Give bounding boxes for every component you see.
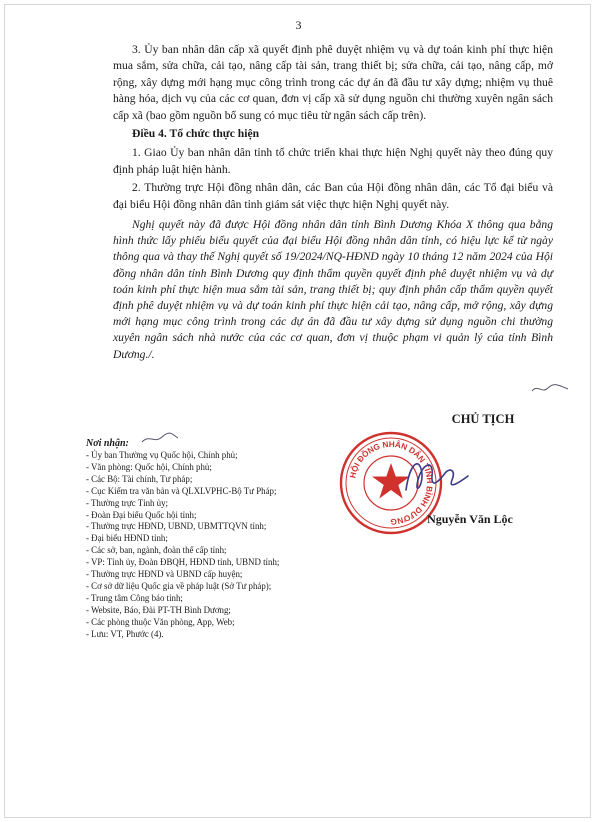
- handwritten-signature-icon: [400, 450, 472, 510]
- article-4-heading: Điều 4. Tổ chức thực hiện: [132, 127, 260, 141]
- initial-signature-icon: [140, 432, 180, 446]
- recipient-item: - Đoàn Đại biểu Quốc hội tỉnh;: [86, 509, 197, 520]
- recipients-block: [86, 437, 356, 641]
- signer-title: CHỦ TỊCH: [451, 412, 515, 426]
- seal-text: HỘI ĐỒNG NHÂN DÂN TỈNH BÌNH DƯƠNG: [348, 439, 435, 527]
- recipient-item: - Các Bộ: Tài chính, Tư pháp;: [86, 473, 193, 484]
- clause-3-paragraph: 3. Ủy ban nhân dân cấp xã quyết định phê duyệt nhiệm vụ và dự toán kinh phí thực hiện mua sắm, sửa chữa, cải tạo, nâng cấp tài sản, trang thiết bị; sửa chữa, cải tạo, nâng cấp, mở rộng, xây dựng mới hạng mục công trình trong các dự án đã đầu tư xây dựng; nhiệm vụ thuê hàng hóa, dịch vụ của các cơ quan, đơn vị cấp xã sử dụng nguồn chi thường xuyên ngân sách cấp xã (bao gồm nguồn bổ sung có mục tiêu từ ngân sách cấp trên).: [113, 43, 553, 122]
- recipient-item: - Các sở, ban, ngành, đoàn thể cấp tỉnh;: [86, 545, 227, 556]
- recipient-item: - VP: Tỉnh ủy, Đoàn ĐBQH, HĐND tỉnh, UBND tỉnh;: [86, 557, 280, 568]
- recipient-item: - Văn phòng: Quốc hội, Chính phủ;: [86, 461, 212, 472]
- page-number: 3: [295, 18, 302, 32]
- recipient-item: - Thường trực HĐND, UBND, UBMTTQVN tỉnh;: [86, 521, 267, 532]
- recipient-item: - Thường trực Tỉnh ủy;: [86, 497, 169, 508]
- recipient-item: - Cơ sở dữ liệu Quốc gia về pháp luật (Sở Tư pháp);: [86, 580, 272, 591]
- document-body: [113, 42, 553, 363]
- signer-name: Nguyễn Văn Lộc: [427, 512, 513, 526]
- recipient-item: - Ủy ban Thường vụ Quốc hội, Chính phủ;: [86, 450, 238, 460]
- recipient-item: - Trung tâm Công báo tỉnh;: [86, 592, 183, 603]
- recipients-title: Nơi nhận:: [86, 438, 129, 449]
- recipient-item: - Lưu: VT, Phước (4).: [86, 628, 164, 639]
- recipients-list: [86, 450, 356, 641]
- initial-mark-icon: [530, 382, 570, 396]
- recipient-item: - Thường trực HĐND và UBND cấp huyện;: [86, 569, 243, 580]
- recipient-item: - Website, Báo, Đài PT-TH Bình Dương;: [86, 604, 231, 615]
- closing-paragraph: Nghị quyết này đã được Hội đồng nhân dân tỉnh Bình Dương Khóa X thông qua bằng hình thức lấy phiếu biểu quyết của đại biểu Hội đồng nhân dân tỉnh, có hiệu lực kể từ ngày thông qua và thay thế Nghị quyết số 19/2024/NQ-HĐND ngày 10 tháng 12 năm 2024 của Hội đồng nhân dân tỉnh Bình Dương quy định thẩm quyền quyết định phê duyệt nhiệm vụ và dự toán kinh phí thực hiện mua sắm tài sản, trang thiết bị; quy định phân cấp thẩm quyền quyết định phê duyệt nhiệm vụ và dự toán kinh phí thực hiện cải tạo, nâng cấp, mở rộng, xây dựng mới hạng mục công trình trong các dự án đã đầu tư xây dựng sử dụng nguồn chi thường xuyên ngân sách nhà nước của các cơ quan, đơn vị thuộc phạm vi quản lý của tỉnh Bình Dương./.: [113, 218, 553, 361]
- recipient-item: - Các phòng thuộc Văn phòng, App, Web;: [86, 616, 235, 627]
- recipient-item: - Đại biểu HĐND tỉnh;: [86, 533, 168, 544]
- article-4-item-1: 1. Giao Ủy ban nhân dân tỉnh tổ chức triển khai thực hiện Nghị quyết này theo đúng quy định pháp luật hiện hành.: [113, 146, 553, 176]
- recipient-item: - Cục Kiểm tra văn bản và QLXLVPHC-Bộ Tư Pháp;: [86, 485, 277, 496]
- article-4-item-2: 2. Thường trực Hội đồng nhân dân, các Ban của Hội đồng nhân dân, các Tổ đại biểu và đại biểu Hội đồng nhân dân tỉnh giám sát việc thực hiện Nghị quyết này.: [113, 181, 553, 211]
